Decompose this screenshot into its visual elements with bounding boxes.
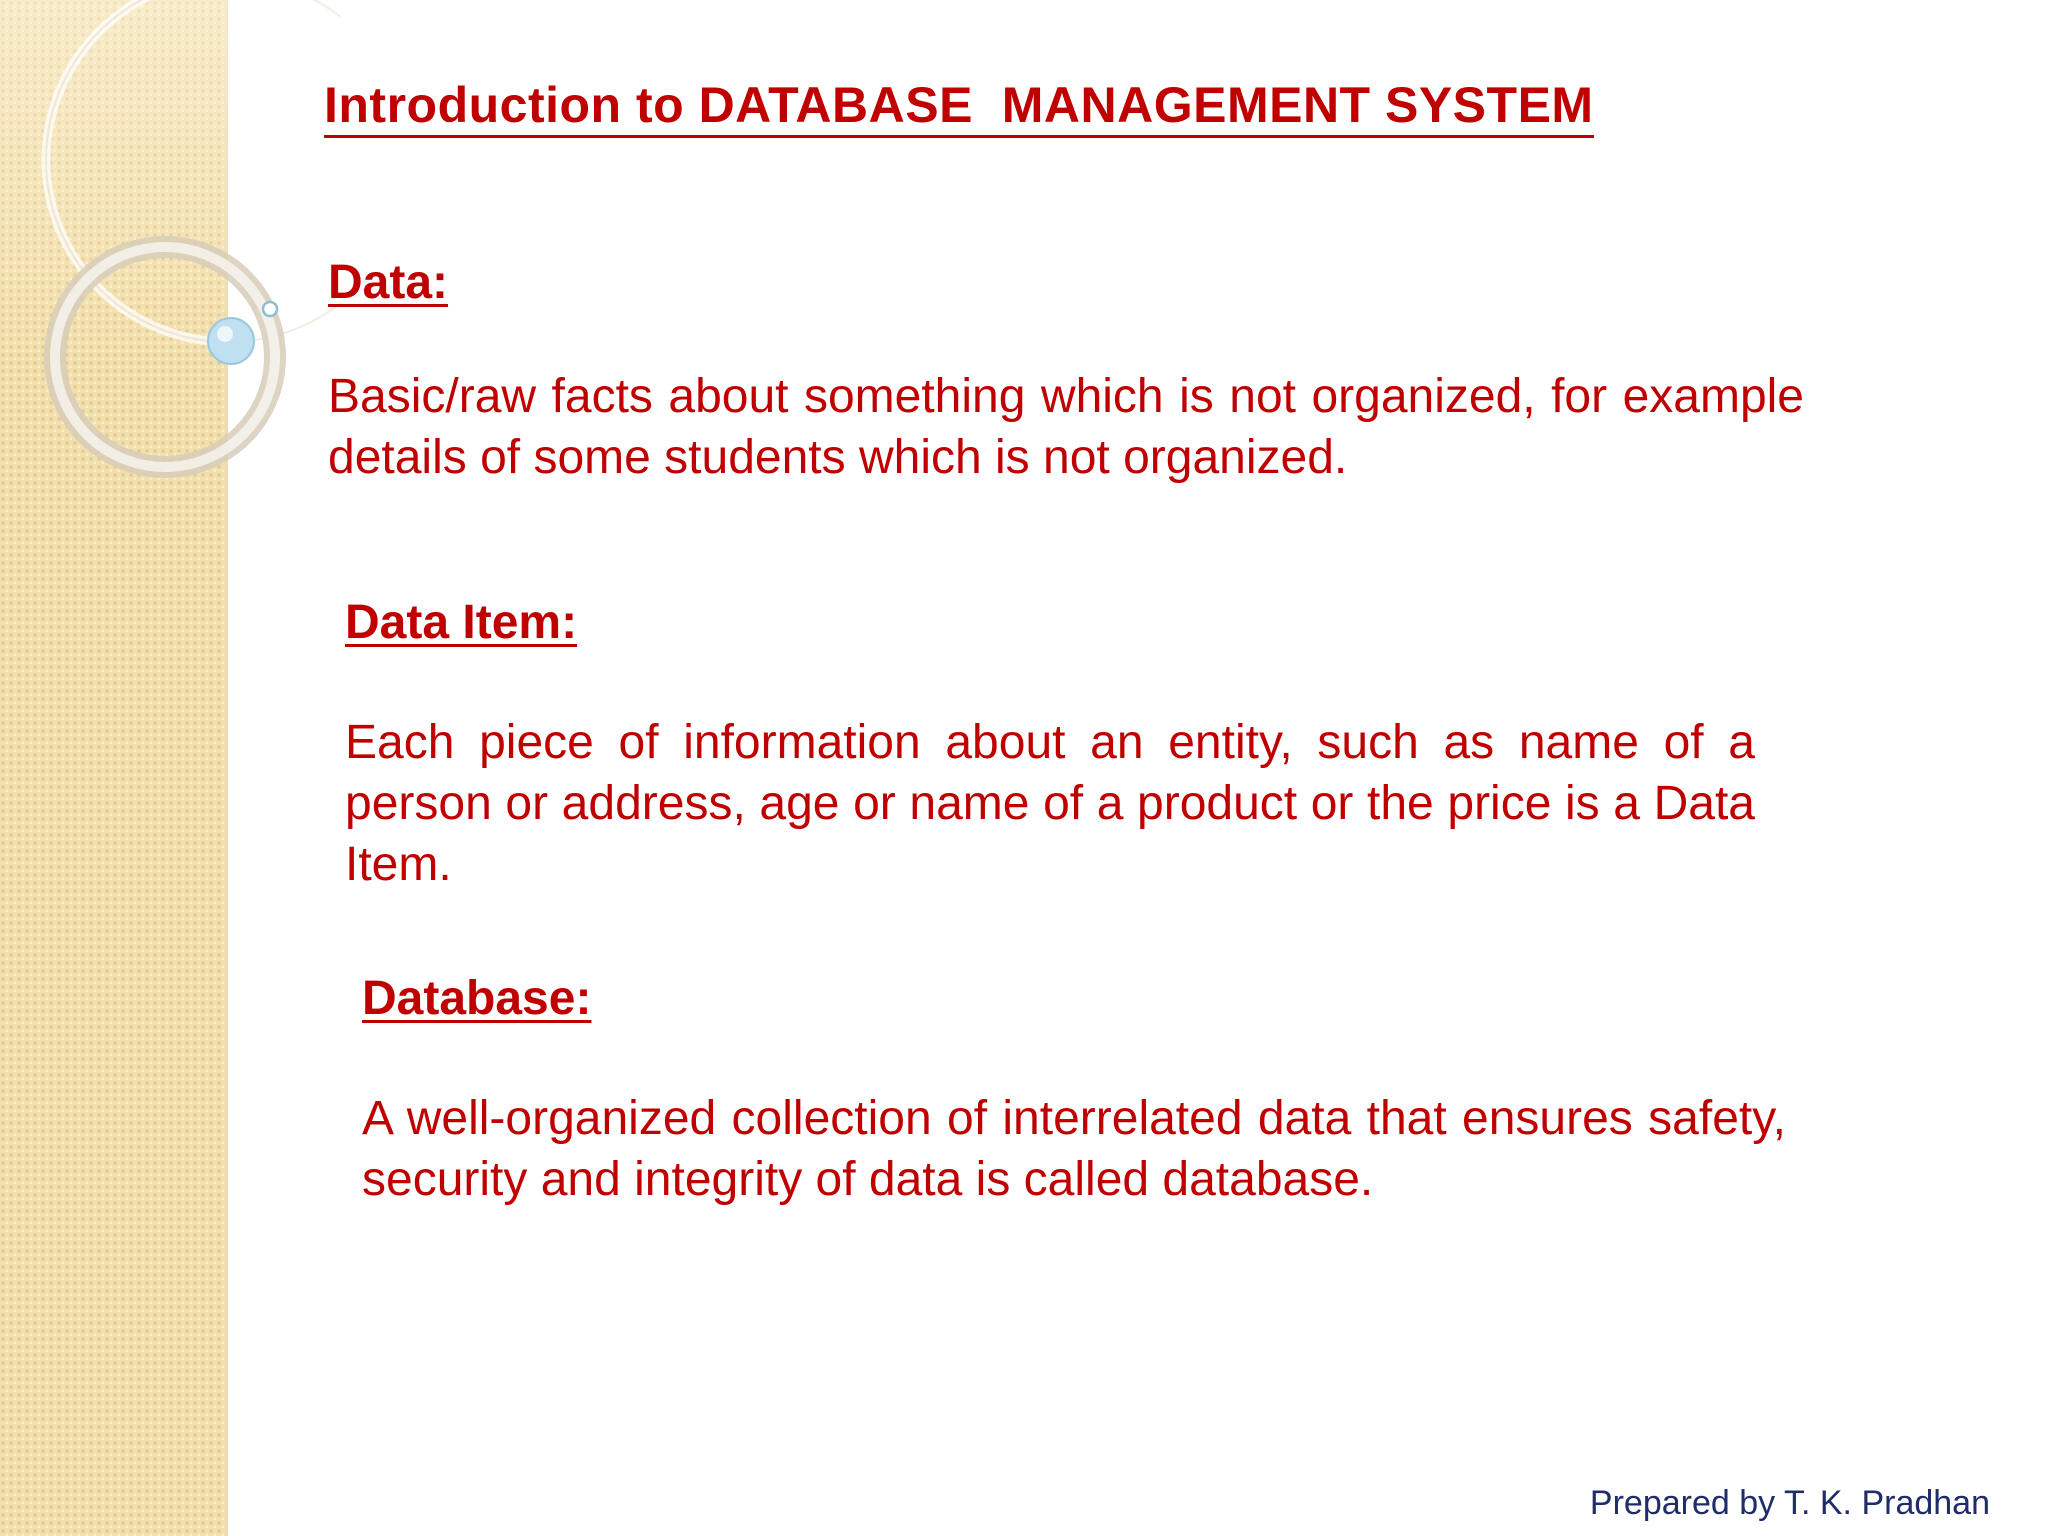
author-credit: Prepared by T. K. Pradhan bbox=[1589, 1484, 1990, 1522]
section-data bbox=[328, 254, 1804, 488]
band-highlight bbox=[0, 0, 228, 360]
section-data-item bbox=[345, 594, 1755, 895]
section-heading-data: Data: bbox=[328, 256, 449, 309]
section-body-data-item: Each piece of information about an entity, such as name of a person or address, age or name of a product or the price is a Data Item. bbox=[345, 715, 1755, 891]
section-heading-database: Database: bbox=[362, 972, 592, 1025]
section-body-database: A well-organized collection of interrelated data that ensures safety, security and integrity of data is called database. bbox=[362, 1091, 1786, 1206]
blue-bubble-small bbox=[263, 302, 277, 316]
section-database bbox=[362, 970, 1786, 1210]
decorative-side-band bbox=[0, 0, 228, 1536]
slide-title: Introduction to DATABASE MANAGEMENT SYSTEM bbox=[324, 78, 1594, 138]
section-body-data: Basic/raw facts about something which is not organized, for example details of some students which is not organized. bbox=[328, 369, 1804, 484]
section-heading-data-item: Data Item: bbox=[345, 596, 578, 649]
